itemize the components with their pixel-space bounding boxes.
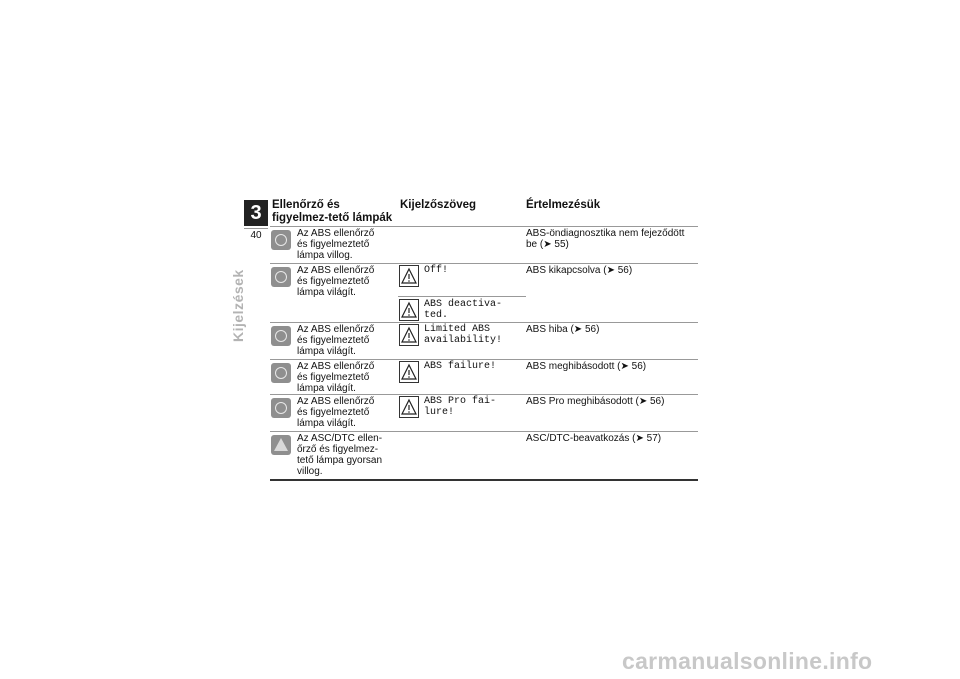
warning-triangle-icon bbox=[399, 265, 419, 287]
abs-lamp-icon bbox=[271, 326, 291, 346]
row-meaning: ABS-öndiagnosztika nem fejeződött be (➤ 55) bbox=[526, 228, 685, 250]
row-display-text: Limited ABS availability! bbox=[424, 324, 503, 346]
section-side-label: Kijelzések bbox=[230, 269, 246, 342]
warning-triangle-icon bbox=[399, 361, 419, 383]
page-number: 40 bbox=[244, 228, 268, 241]
abs-lamp-icon bbox=[271, 267, 291, 287]
row-lamp-text: Az ABS ellenőrző és figyelmeztető lámpa villog. bbox=[297, 228, 375, 261]
row-display-text: Off! bbox=[424, 265, 449, 276]
row-lamp-text: Az ABS ellenőrző és figyelmeztető lámpa világít. bbox=[297, 396, 375, 429]
header-display-text: Kijelzőszöveg bbox=[400, 199, 477, 211]
chapter-number: 3 bbox=[244, 200, 268, 226]
row-divider bbox=[270, 322, 698, 323]
row-divider bbox=[270, 263, 698, 264]
row-meaning: ABS kikapcsolva (➤ 56) bbox=[526, 265, 633, 276]
row-lamp-text: Az ABS ellenőrző és figyelmeztető lámpa világít. bbox=[297, 265, 375, 298]
asc-dtc-lamp-icon bbox=[271, 435, 291, 455]
header-meaning: Értelmezésük bbox=[526, 199, 601, 211]
warning-triangle-icon bbox=[399, 324, 419, 346]
row-display-text: ABS deactiva-ted. bbox=[424, 299, 503, 321]
row-display-text: ABS Pro fai-lure! bbox=[424, 396, 497, 418]
header-lamps: Ellenőrző és figyelmez-tető lámpák bbox=[272, 199, 393, 224]
header-divider bbox=[270, 226, 698, 227]
warning-triangle-icon bbox=[399, 299, 419, 321]
abs-lamp-icon bbox=[271, 363, 291, 383]
watermark: carmanualsonline.info bbox=[622, 648, 873, 674]
row-meaning: ABS Pro meghibásodott (➤ 56) bbox=[526, 396, 665, 407]
row-lamp-text: Az ASC/DTC ellen-őrző és figyelmez-tető lámpa gyorsan villog. bbox=[297, 433, 383, 477]
warning-triangle-icon bbox=[399, 396, 419, 418]
row-lamp-text: Az ABS ellenőrző és figyelmeztető lámpa világít. bbox=[297, 361, 375, 394]
row-meaning: ABS hiba (➤ 56) bbox=[526, 324, 600, 335]
row-display-text: ABS failure! bbox=[424, 361, 497, 372]
abs-lamp-icon bbox=[271, 230, 291, 250]
row-meaning: ABS meghibásodott (➤ 56) bbox=[526, 361, 647, 372]
row-meaning: ASC/DTC-beavatkozás (➤ 57) bbox=[526, 433, 662, 444]
row-lamp-text: Az ABS ellenőrző és figyelmeztető lámpa világít. bbox=[297, 324, 375, 357]
row-divider bbox=[270, 359, 698, 360]
table-bottom-rule bbox=[270, 479, 698, 481]
row-divider bbox=[270, 394, 698, 395]
row-divider bbox=[270, 431, 698, 432]
row-divider bbox=[398, 296, 526, 297]
abs-lamp-icon bbox=[271, 398, 291, 418]
